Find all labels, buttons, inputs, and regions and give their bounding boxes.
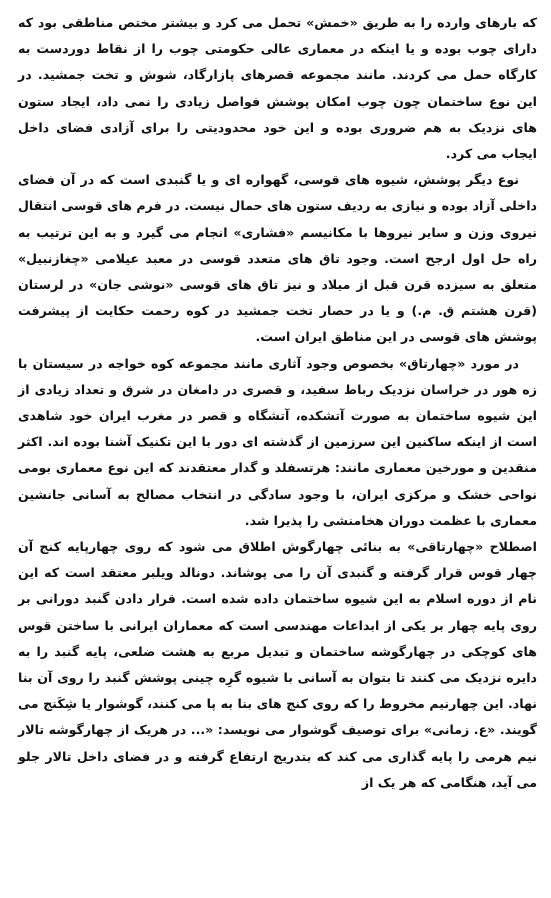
- paragraph-chahartaqi-definition: اصطلاح «چهارتاقی» به بنائی چهارگوش اطلاق می شود که روی چهارپایه کنج آن چهار قوس قرار گرفته و گنبدی آن را می پوشاند. دونالد ویلبر معتقد است که این نام از دوره اسلام به این شیوه ساختمان داده شده است. قرار دادن گنبد دورانی بر روی پایه چهار بر یکی از ابداعات مهندسی است که معماران ایرانی با ساختن قوس های کوچکی در چهارگوشه ساختمان و تبدیل مربع به هشت ضلعی، پایه گنبد را به دایره نزدیک می کنند تا بتوان به آسانی با شیوه گرِه چینی پوشش گنبد را روی آن بنا نهاد. این چهارنیم مخروط را که روی کنج های بنا به پا می کنند، گوشوار یا شِکَنج می گویند. «ع. زمانی» برای توصیف گوشوار می نویسد: «... در هریک از چهارگوشه تالار نیم هرمی را پایه گذاری می کند که بتدریج ارتفاع گرفته و در فضای داخل تالار جلو می آید، هنگامی که هر یک از: [18, 539, 537, 790]
- paragraph-wooden-roofing: که بارهای وارده را به طریق «خمش» تحمل می کرد و بیشتر مختص مناطقی بود که دارای چوب بوده و یا اینکه در معماری عالی حکومتی چوب را از نقاط دوردست به کارگاه حمل می کردند. مانند مجموعه قصرهای پازارگاد، شوش و تخت جمشید. در این نوع ساختمان چون چوب امکان پوشش فواصل زیادی را نمی داد، ایجاد ستون های نزدیک به هم ضروری بوده و این خود محدودیتی را برای آزادی فضای داخل ایجاب می کرد.: [18, 15, 537, 162]
- paragraph-chahartaq-examples: در مورد «چهارتاق» بخصوص وجود آثاری مانند مجموعه کوه خواجه در سیستان با زه هور در خراسان نزدیک رباط سفید، و قصری در دامغان در شرق و تعداد زیادی از این شیوه ساختمان به صورت آتشکده، آتشگاه و قصر در مغرب ایران خود شاهدی است از اینکه ساکنین این سرزمین از گذشته ای دور با این تکنیک آشنا بوده اند. اکثر منقدین و مورخین معماری مانند: هرتسفلد و گدار معتقدند که این نوع معماری بومی نواحی خشک و مرکزی ایران، با وجود سادگی در انتخاب مصالح به آسانی جانشین معماری با عظمت دوران هخامنشی را پذیرا شد.: [18, 355, 537, 528]
- paragraph-arched-roofing: نوع دیگر پوشش، شیوه های قوسی، گهواره ای و یا گنبدی است که در آن فضای داخلی آزاد بوده و نیازی به ردیف ستون های حمال نیست. در فرم های قوسی انتقال نیروی وزن و سایر نیروها با مکانیسم «فشاری» انجام می گیرد و به این ترتیب به راه حل اول ارجح است. وجود تاق های متعدد قوسی در معبد عیلامی «چغازنبیل» متعلق به سیزده قرن قبل از میلاد و نیز تاق های قوسی «نوشی جان» در لرستان (قرن هشتم ق. م.) و یا در حصار تخت جمشید در کوه رحمت حکایت از پیشرفت پوشش های قوسی در این مناطق ایران است.: [18, 172, 537, 345]
